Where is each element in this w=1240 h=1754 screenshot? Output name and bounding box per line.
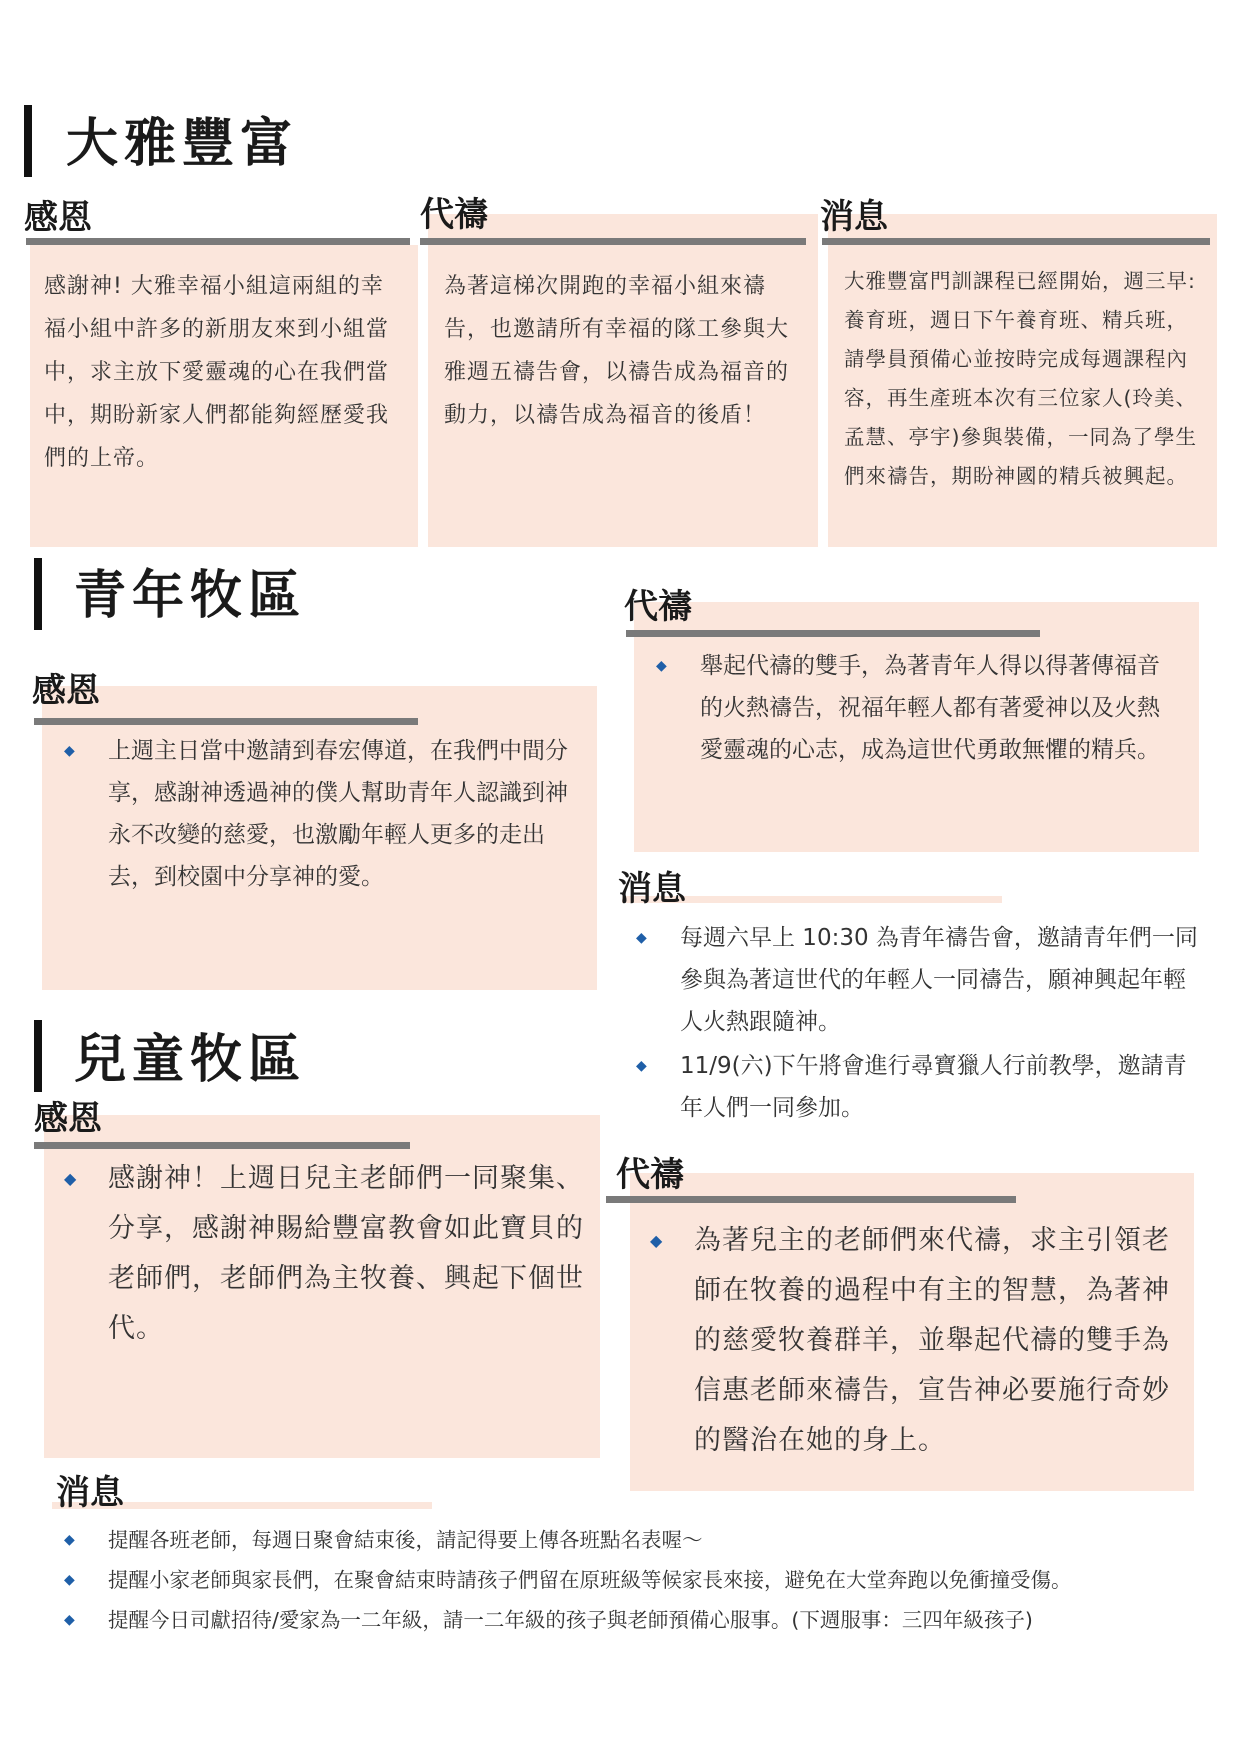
- youth-prayer-label: 代禱: [624, 587, 692, 627]
- daya-news-label: 消息: [820, 197, 888, 237]
- diamond-bullet-icon: ◆: [650, 1231, 664, 1250]
- daya-prayer-text: 為著這梯次開跑的幸福小組來禱告，也邀請所有幸福的隊工參與大雅週五禱告會，以禱告成為福音的動力，以禱告成為福音的後盾！: [444, 274, 790, 428]
- list-item: ◆ 感謝神！上週日兒主老師們一同聚集、分享，感謝神賜給豐富教會如此寶貝的老師們，老師們為主牧養、興起下個世代。: [44, 1154, 584, 1354]
- section-title-youth: 青年牧區: [74, 566, 307, 626]
- diamond-bullet-icon: ◆: [636, 930, 647, 946]
- list-item: ◆ 上週主日當中邀請到春宏傳道，在我們中間分享，感謝神透過神的僕人幫助青年人認識到神永不改變的慈愛，也激勵年輕人更多的走出去，到校園中分享神的愛。: [44, 730, 584, 898]
- diamond-bullet-icon: ◆: [636, 1058, 647, 1074]
- youth-news-list: [616, 917, 1206, 1129]
- daya-prayer-label: 代禱: [420, 195, 488, 235]
- daya-news-text: 大雅豐富門訓課程已經開始，週三早:養育班，週日下午養育班、精兵班，請學員預備心並按時完成每週課程內容，再生產班本次有三位家人(玲美、孟慧、亭宇)參與裝備，一同為了學生們來禱告，期盼神國的精兵被興起。: [844, 269, 1197, 488]
- divider: [34, 718, 418, 725]
- divider: [606, 1196, 1016, 1203]
- section-title-daya: 大雅豐富: [66, 114, 299, 174]
- diamond-bullet-icon: ◆: [64, 1532, 75, 1548]
- list-item: ◆ 每週六早上 10:30 為青年禱告會，邀請青年們一同參與為著這世代的年輕人一同禱告，願神興起年輕人火熱跟隨神。: [616, 917, 1206, 1043]
- section-marker: [34, 1020, 42, 1092]
- section-marker: [34, 558, 42, 630]
- youth-thanks-label: 感恩: [32, 671, 100, 711]
- divider: [420, 238, 806, 245]
- divider: [822, 238, 1210, 245]
- kids-thanks-list: [44, 1154, 584, 1354]
- kids-news-list: [44, 1520, 1224, 1640]
- youth-prayer-list: [636, 645, 1176, 771]
- list-item: ◆ 11/9(六)下午將會進行尋寶獵人行前教學，邀請青年人們一同參加。: [616, 1045, 1206, 1129]
- diamond-bullet-icon: ◆: [64, 1572, 75, 1588]
- section-marker: [24, 105, 32, 177]
- section-title-kids: 兒童牧區: [74, 1030, 307, 1090]
- diamond-bullet-icon: ◆: [64, 1169, 78, 1188]
- divider: [26, 238, 410, 245]
- kids-thanks-label: 感恩: [34, 1099, 102, 1139]
- diamond-bullet-icon: ◆: [64, 743, 75, 759]
- daya-thanks-text: 感謝神! 大雅幸福小組這兩組的幸福小組中許多的新朋友來到小組當中，求主放下愛靈魂的心在我們當中，期盼新家人們都能夠經歷愛我們的上帝。: [44, 274, 390, 471]
- youth-news-label: 消息: [618, 869, 686, 909]
- kids-news-label: 消息: [56, 1473, 124, 1513]
- youth-thanks-list: [44, 730, 584, 898]
- kids-prayer-list: [630, 1216, 1170, 1466]
- diamond-bullet-icon: ◆: [656, 658, 667, 674]
- list-item: ◆ 提醒今日司獻招待/愛家為一二年級，請一二年級的孩子與老師預備心服事。(下週服事：三四年級孩子): [44, 1600, 1224, 1640]
- list-item: ◆ 舉起代禱的雙手，為著青年人得以得著傳福音的火熱禱告，祝福年輕人都有著愛神以及火熱愛靈魂的心志，成為這世代勇敢無懼的精兵。: [636, 645, 1176, 771]
- divider: [626, 630, 1040, 637]
- daya-thanks-label: 感恩: [24, 198, 92, 238]
- divider: [34, 1142, 410, 1149]
- diamond-bullet-icon: ◆: [64, 1612, 75, 1628]
- list-item: ◆ 提醒各班老師，每週日聚會結束後，請記得要上傳各班點名表喔～: [44, 1520, 1224, 1560]
- list-item: ◆ 提醒小家老師與家長們，在聚會結束時請孩子們留在原班級等候家長來接，避免在大堂奔跑以免衝撞受傷。: [44, 1560, 1224, 1600]
- kids-prayer-label: 代禱: [616, 1155, 684, 1195]
- list-item: ◆ 為著兒主的老師們來代禱，求主引領老師在牧養的過程中有主的智慧，為著神的慈愛牧養群羊，並舉起代禱的雙手為信惠老師來禱告，宣告神必要施行奇妙的醫治在她的身上。: [630, 1216, 1170, 1466]
